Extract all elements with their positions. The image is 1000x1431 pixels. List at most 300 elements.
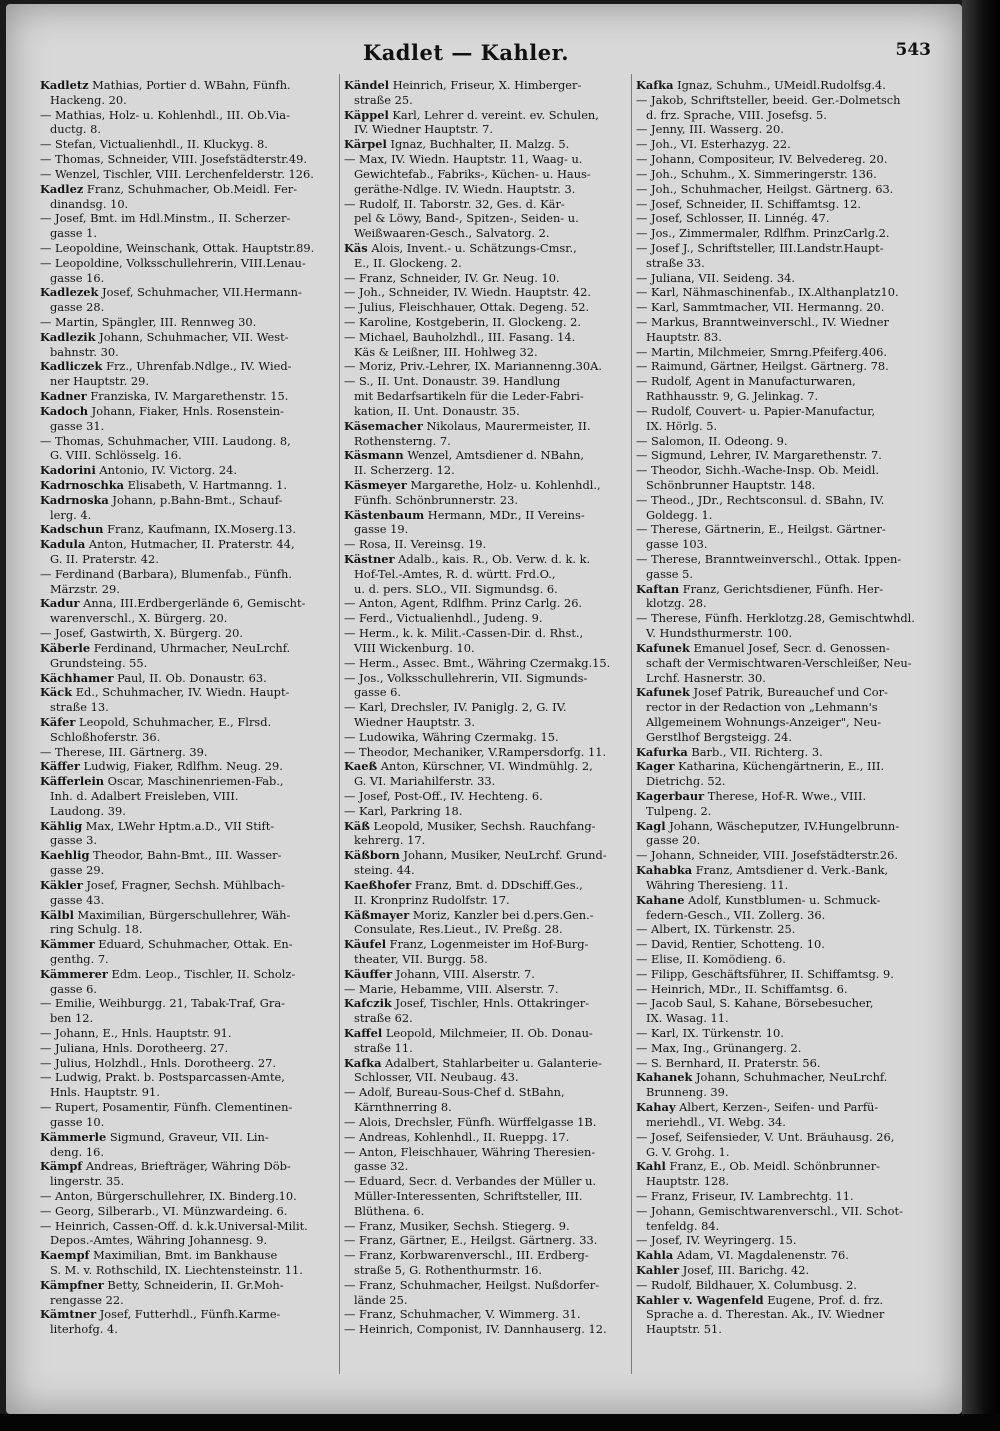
directory-entry-line: — Elise, II. Komödieng. 6. — [636, 951, 786, 966]
directory-entry-line: — Julius, Holzhdl., Hnls. Dorotheerg. 27. — [40, 1055, 276, 1070]
directory-entry-line: Kächhamer Paul, II. Ob. Donaustr. 63. — [40, 670, 267, 685]
directory-entry-line: — Juliana, Hnls. Dorotheerg. 27. — [40, 1040, 229, 1055]
directory-entry-line: Consulate, Res.Lieut., IV. Preßg. 28. — [354, 922, 563, 937]
directory-entry-line: Depos.-Amtes, Währing Johannesg. 9. — [50, 1233, 268, 1248]
entry-surname: Kafunek — [636, 640, 690, 655]
entry-surname: Kadula — [40, 537, 86, 552]
directory-entry-line: Kämmerer Edm. Leop., Tischler, II. Scholz- — [40, 966, 296, 981]
directory-entry-line: ductg. 8. — [50, 122, 101, 137]
directory-entry-line: — Therese, Branntweinverschl., Ottak. Ippen- — [636, 552, 902, 566]
directory-entry-line: — Georg, Silberarb., VI. Münzwardeing. 6. — [40, 1203, 288, 1218]
directory-entry-line: — Juliana, VII. Seideng. 34. — [636, 270, 796, 285]
directory-entry-line: Kadrnoschka Elisabeth, V. Hartmanng. 1. — [40, 477, 287, 492]
directory-entry-line: — Herm., k. k. Milit.-Cassen-Dir. d. Rhst., — [344, 626, 584, 641]
directory-entry-line: Müller-Interessenten, Schriftsteller, III. — [354, 1188, 583, 1203]
directory-entry-line: — Heinrich, MDr., II. Schiffamtsg. 6. — [636, 981, 848, 996]
directory-entry-line: — Therese, Fünfh. Herklotzg.28, Gemischtwhdl. — [636, 611, 915, 626]
directory-entry-line: d. frz. Sprache, VIII. Josefsg. 5. — [646, 107, 827, 122]
directory-entry-line: Hauptstr. 128. — [646, 1174, 730, 1189]
directory-entry-line: — Josef, Schlosser, II. Linnég. 47. — [636, 211, 830, 226]
directory-entry-line: bahnstr. 30. — [50, 344, 119, 359]
directory-entry-line: — Anton, Fleischhauer, Währing Theresien- — [344, 1144, 596, 1159]
directory-entry-line: Käsemacher Nikolaus, Maurermeister, II. — [344, 418, 591, 433]
directory-entry-line: Kadlezik Johann, Schuhmacher, VII. West- — [40, 329, 289, 344]
directory-entry-line: Käßmayer Moriz, Kanzler bei d.pers.Gen.- — [344, 907, 594, 922]
entry-surname: Kändel — [344, 78, 390, 92]
directory-entry-line: — Rudolf, Bildhauer, X. Columbusg. 2. — [636, 1277, 857, 1292]
entry-surname: Kästenbaum — [344, 507, 425, 522]
directory-entry-line: Käppel Karl, Lehrer d. vereint. ev. Schulen, — [344, 107, 599, 122]
directory-entry-line: — Anton, Bürgerschullehrer, IX. Binderg.10. — [40, 1188, 297, 1203]
directory-entry-line: — S. Bernhard, II. Praterstr. 56. — [636, 1055, 821, 1070]
directory-entry-line: Kästner Adalb., kais. R., Ob. Verw. d. k. k. — [344, 552, 591, 566]
directory-entry-line: Brunneng. 39. — [646, 1085, 729, 1100]
directory-entry-line: — Franz, Schneider, IV. Gr. Neug. 10. — [344, 270, 560, 285]
directory-entry-line: gasse 103. — [646, 537, 708, 552]
directory-entry-line: Kämpfner Betty, Schneiderin, II. Gr.Moh- — [40, 1277, 284, 1292]
directory-entry-line: Kaempf Maximilian, Bmt. im Bankhause — [40, 1248, 278, 1263]
directory-entry-line: deng. 16. — [50, 1144, 105, 1159]
directory-entry-line: — Ferd., Victualienhdl., Judeng. 9. — [344, 611, 543, 626]
directory-entry-line: IX. Wasag. 11. — [646, 1011, 729, 1026]
directory-entry-line: Lrchf. Hasnerstr. 30. — [646, 670, 766, 685]
directory-entry-line: Kärpel Ignaz, Buchhalter, II. Malzg. 5. — [344, 137, 570, 152]
directory-entry-line: — Karl, Parkring 18. — [344, 803, 463, 818]
directory-entry-line: warenverschl., X. Bürgerg. 20. — [50, 611, 228, 626]
directory-entry-line: gasse 6. — [354, 685, 402, 700]
directory-entry-line: — Leopoldine, Weinschank, Ottak. Hauptstr.89. — [40, 240, 315, 255]
directory-column-3 — [636, 78, 928, 1337]
directory-entry-line: Hof-Tel.-Amtes, R. d. württ. Frd.O., — [354, 566, 556, 581]
directory-entry-line: — Thomas, Schneider, VIII. Josefstädterstr.49. — [40, 152, 307, 167]
directory-entry-line: Käsmeyer Margarethe, Holz- u. Kohlenhdl., — [344, 477, 601, 492]
directory-entry-line: — Johann, Compositeur, IV. Belvedereg. 20. — [636, 152, 888, 167]
directory-entry-line: Kahanek Johann, Schuhmacher, NeuLrchf. — [636, 1070, 888, 1085]
directory-entry-line: — Andreas, Kohlenhdl., II. Rueppg. 17. — [344, 1129, 570, 1144]
entry-surname: Kahabka — [636, 863, 693, 878]
directory-entry-line: Kadliczek Frz., Uhrenfab.Ndlge., IV. Wied- — [40, 359, 292, 374]
directory-entry-line: lerg. 4. — [50, 507, 92, 522]
directory-entry-line: — Karoline, Kostgeberin, II. Glockeng. 2. — [344, 315, 582, 329]
entry-surname: Kaeßhofer — [344, 877, 412, 892]
directory-entry-line: steing. 44. — [354, 863, 415, 878]
directory-entry-line: Inh. d. Adalbert Freisleben, VIII. — [50, 789, 239, 803]
directory-entry-line: — Karl, Nähmaschinenfab., IX.Althanplatz10. — [636, 285, 899, 300]
entry-surname: Kafka — [636, 78, 674, 92]
entry-surname: Kämpf — [40, 1159, 83, 1174]
directory-entry-line: — Anton, Agent, Rdlfhm. Prinz Carlg. 26. — [344, 596, 583, 611]
entry-surname: Käs — [344, 240, 368, 255]
directory-entry-line: lingerstr. 35. — [50, 1174, 125, 1189]
directory-entry-line: Kadorini Antonio, IV. Victorg. 24. — [40, 463, 238, 478]
directory-entry-line: Allgemeinem Wohnungs-Anzeiger", Neu- — [646, 714, 882, 729]
directory-entry-line: IX. Hörlg. 5. — [646, 418, 718, 433]
directory-entry-line: schaft der Vermischtwaren-Verschleißer, Neu- — [646, 655, 912, 670]
directory-entry-line: Käfer Leopold, Schuhmacher, E., Flrsd. — [40, 714, 272, 729]
entry-surname: Kadorini — [40, 463, 96, 478]
directory-entry-line: — Josef, IV. Weyringerg. 15. — [636, 1233, 797, 1248]
directory-entry-line: gasse 5. — [646, 566, 694, 581]
directory-entry-line: gasse 28. — [50, 300, 105, 315]
directory-entry-line: Kafunek Josef Patrik, Bureauchef und Cor- — [636, 685, 888, 700]
directory-entry-line: — Rudolf, Couvert- u. Papier-Manufactur, — [636, 403, 876, 418]
directory-entry-line: Tulpeng. 2. — [646, 803, 712, 818]
entry-surname: Kärpel — [344, 137, 387, 152]
directory-entry-line: Rothensterng. 7. — [354, 433, 451, 448]
directory-entry-line: — Therese, III. Gärtnerg. 39. — [40, 744, 208, 759]
entry-surname: Kaeß — [344, 759, 378, 774]
directory-entry-line: Kafunek Emanuel Josef, Secr. d. Genossen- — [636, 640, 890, 655]
entry-surname: Kadlezik — [40, 329, 96, 344]
directory-entry-line: — Karl, Drechsler, IV. Paniglg. 2, G. IV. — [344, 700, 567, 715]
directory-entry-line: — Moriz, Priv.-Lehrer, IX. Mariannenng.30A. — [344, 359, 602, 374]
entry-surname: Kaempf — [40, 1248, 90, 1263]
directory-page — [6, 4, 962, 1414]
directory-entry-line: Kaffel Leopold, Milchmeier, II. Ob. Donau- — [344, 1026, 593, 1040]
entry-surname: Käfferlein — [40, 774, 105, 789]
directory-entry-line: Kadoch Johann, Fiaker, Hnls. Rosenstein- — [40, 403, 284, 418]
entry-surname: Kafunek — [636, 685, 690, 700]
directory-entry-line: — Eduard, Secr. d. Verbandes der Müller u. — [344, 1174, 597, 1189]
directory-entry-line: gasse 43. — [50, 892, 105, 907]
directory-entry-line: Käsmann Wenzel, Amtsdiener d. NBahn, — [344, 448, 585, 463]
entry-surname: Kagl — [636, 818, 666, 833]
directory-entry-line: Kadletz Mathias, Portier d. WBahn, Fünfh. — [40, 78, 291, 92]
directory-entry-line: II. Kronprinz Rudolfstr. 17. — [354, 892, 510, 907]
entry-surname: Kaffel — [344, 1026, 383, 1040]
directory-entry-line: Kagerbaur Therese, Hof-R. Wwe., VIII. — [636, 789, 867, 803]
directory-entry-line: — Raimund, Gärtner, Heilgst. Gärtnerg. 78. — [636, 359, 889, 374]
directory-entry-line: — Jos., Volksschullehrerin, VII. Sigmunds- — [344, 670, 588, 685]
directory-entry-line: Blüthena. 6. — [354, 1203, 425, 1218]
entry-surname: Kahay — [636, 1100, 676, 1115]
directory-entry-line: Kadschun Franz, Kaufmann, IX.Moserg.13. — [40, 522, 296, 537]
entry-surname: Kadlezek — [40, 285, 99, 300]
directory-entry-line: Kadula Anton, Hutmacher, II. Praterstr. 44, — [40, 537, 295, 552]
directory-entry-line: Kaeß Anton, Kürschner, VI. Windmühlg. 2, — [344, 759, 593, 774]
directory-entry-line: Käkler Josef, Fragner, Sechsh. Mühlbach- — [40, 877, 285, 892]
entry-surname: Kächhamer — [40, 670, 114, 685]
directory-entry-line: pel & Löwy, Band-, Spitzen-, Seiden- u. — [354, 211, 579, 226]
directory-entry-line: — Filipp, Geschäftsführer, II. Schiffamtsg. 9. — [636, 966, 894, 981]
directory-entry-line: S. M. v. Rothschild, IX. Liechtensteinstr. 11. — [50, 1263, 303, 1277]
directory-entry-line: u. d. pers. SLO., VII. Sigmundsg. 6. — [354, 581, 558, 596]
directory-entry-line: Kämmer Eduard, Schuhmacher, Ottak. En- — [40, 937, 293, 952]
directory-entry-line: dinandsg. 10. — [50, 196, 129, 211]
entry-surname: Kagerbaur — [636, 789, 705, 803]
directory-entry-line: Käuffer Johann, VIII. Alserstr. 7. — [344, 966, 535, 981]
directory-entry-line: — Ludowika, Währing Czermakg. 15. — [344, 729, 559, 744]
directory-entry-line: literhofg. 4. — [50, 1322, 118, 1337]
entry-surname: Käsemacher — [344, 418, 423, 433]
entry-surname: Käßmayer — [344, 907, 410, 922]
entry-surname: Kafczik — [344, 996, 392, 1011]
directory-entry-line: Hauptstr. 83. — [646, 329, 722, 344]
directory-entry-line: — Rudolf, II. Taborstr. 32, Ges. d. Kär- — [344, 196, 565, 211]
directory-entry-line: Kahane Adolf, Kunstblumen- u. Schmuck- — [636, 892, 881, 907]
directory-entry-line: Kadrnoska Johann, p.Bahn-Bmt., Schauf- — [40, 492, 283, 507]
directory-entry-line: straße 62. — [354, 1011, 413, 1026]
entry-surname: Käuffer — [344, 966, 393, 981]
directory-entry-line: — Josef, Post-Off., IV. Hechteng. 6. — [344, 789, 543, 803]
directory-entry-line: kation, II. Unt. Donaustr. 35. — [354, 403, 520, 418]
entry-surname: Kahane — [636, 892, 685, 907]
directory-entry-line: Kästenbaum Hermann, MDr., II Vereins- — [344, 507, 585, 522]
directory-entry-line: — Theodor, Mechaniker, V.Rampersdorfg. 11. — [344, 744, 607, 759]
directory-entry-line: Gerstlhof Bergsteigg. 24. — [646, 729, 792, 744]
directory-entry-line: gasse 31. — [50, 418, 105, 433]
directory-entry-line: — Theodor, Sichh.-Wache-Insp. Ob. Meidl. — [636, 463, 879, 478]
directory-entry-line: — Johann, E., Hnls. Hauptstr. 91. — [40, 1026, 232, 1040]
entry-surname: Käfer — [40, 714, 76, 729]
directory-entry-line: — Marie, Hebamme, VIII. Alserstr. 7. — [344, 981, 559, 996]
directory-entry-line: Kafka Ignaz, Schuhm., UMeidl.Rudolfsg.4. — [636, 78, 886, 92]
directory-entry-line: Käßborn Johann, Musiker, NeuLrchf. Grund- — [344, 848, 607, 863]
directory-entry-line: — Herm., Assec. Bmt., Währing Czermakg.15. — [344, 655, 611, 670]
directory-entry-line: — Albert, IX. Türkenstr. 25. — [636, 922, 796, 937]
entry-surname: Kadlez — [40, 181, 84, 196]
directory-entry-line: — Franz, Friseur, IV. Lambrechtg. 11. — [636, 1188, 854, 1203]
directory-entry-line: G. II. Praterstr. 42. — [50, 552, 159, 566]
directory-entry-line: — David, Rentier, Schotteng. 10. — [636, 937, 825, 952]
directory-entry-line: rector in der Redaction von „Lehmann's — [646, 700, 878, 715]
directory-entry-line: straße 13. — [50, 700, 109, 715]
directory-entry-line: IV. Wiedner Hauptstr. 7. — [354, 122, 493, 137]
directory-entry-line: — Jacob Saul, S. Kahane, Börsebesucher, — [636, 996, 874, 1011]
directory-entry-line: — S., II. Unt. Donaustr. 39. Handlung — [344, 374, 561, 389]
directory-entry-line: — Josef, Gastwirth, X. Bürgerg. 20. — [40, 626, 244, 641]
directory-entry-line: tenfeldg. 84. — [646, 1218, 720, 1233]
directory-entry-line: — Joh., Schuhmacher, Heilgst. Gärtnerg. 63. — [636, 181, 894, 196]
directory-entry-line: Wiedner Hauptstr. 3. — [354, 714, 475, 729]
directory-entry-line: Käufel Franz, Logenmeister im Hof-Burg- — [344, 937, 589, 952]
entry-surname: Käufel — [344, 937, 387, 952]
directory-entry-line: Kämmerle Sigmund, Graveur, VII. Lin- — [40, 1129, 269, 1144]
entry-surname: Kählig — [40, 818, 83, 833]
directory-entry-line: Käß Leopold, Musiker, Sechsh. Rauchfang- — [344, 818, 596, 833]
entry-surname: Kahler — [636, 1263, 680, 1277]
directory-entry-line: Sprache a. d. Therestan. Ak., IV. Wiedner — [646, 1307, 885, 1322]
directory-entry-line: Fünfh. Schönbrunnerstr. 23. — [354, 492, 518, 507]
directory-entry-line: Käberle Ferdinand, Uhrmacher, NeuLrchf. — [40, 640, 291, 655]
directory-entry-line: — Josef J., Schriftsteller, III.Landstr.Haupt- — [636, 240, 884, 255]
directory-entry-line: gasse 32. — [354, 1159, 409, 1174]
entry-surname: Käsmann — [344, 448, 404, 463]
directory-entry-line: Goldegg. 1. — [646, 507, 713, 522]
entry-surname: Käck — [40, 685, 73, 700]
directory-entry-line: ben 12. — [50, 1011, 94, 1026]
entry-surname: Kahl — [636, 1159, 666, 1174]
directory-entry-line: — Karl, Sammtmacher, VII. Hermanng. 20. — [636, 300, 885, 315]
directory-entry-line: — Jakob, Schriftsteller, beeid. Ger.-Dolmetsch — [636, 92, 901, 107]
directory-entry-line: G. V. Grohg. 1. — [646, 1144, 730, 1159]
directory-entry-line: V. Hundsthurmerstr. 100. — [646, 626, 793, 641]
directory-entry-line: — Heinrich, Componist, IV. Dannhauserg. 12. — [344, 1322, 607, 1337]
directory-entry-line: II. Scherzerg. 12. — [354, 463, 455, 478]
entry-surname: Kälbl — [40, 907, 74, 922]
directory-entry-line: Kafka Adalbert, Stahlarbeiter u. Galanterie- — [344, 1055, 603, 1070]
directory-entry-line: theater, VII. Burgg. 58. — [354, 951, 488, 966]
directory-entry-line: — Johann, Gemischtwarenverschl., VII. Schot- — [636, 1203, 903, 1218]
page-number: 543 — [895, 40, 931, 60]
directory-entry-line: Währing Theresieng. 11. — [646, 877, 789, 892]
directory-entry-line: mit Bedarfsartikeln für die Leder-Fabri- — [354, 389, 584, 404]
directory-entry-line: Schloßhoferstr. 36. — [50, 729, 161, 744]
directory-entry-line: — Thomas, Schuhmacher, VIII. Laudong. 8, — [40, 433, 291, 448]
directory-entry-line: geräthe-Ndlge. IV. Wiedn. Hauptstr. 3. — [354, 181, 576, 196]
directory-entry-line: Kämtner Josef, Futterhdl., Fünfh.Karme- — [40, 1307, 281, 1322]
directory-entry-line: Kager Katharina, Küchengärtnerin, E., III. — [636, 759, 885, 774]
directory-entry-line: gasse 1. — [50, 226, 98, 241]
directory-entry-line: Rathhausstr. 9, G. Jelinkag. 7. — [646, 389, 819, 404]
entry-surname: Käffer — [40, 759, 80, 774]
entry-surname: Käppel — [344, 107, 389, 122]
directory-entry-line: Kadlezek Josef, Schuhmacher, VII.Hermann- — [40, 285, 302, 300]
directory-entry-line: Kämpf Andreas, Briefträger, Währing Döb- — [40, 1159, 291, 1174]
directory-entry-line: Kärnthnerring 8. — [354, 1100, 452, 1115]
entry-surname: Kadur — [40, 596, 80, 611]
entry-surname: Kadrnoska — [40, 492, 109, 507]
directory-entry-line: Käs & Leißner, III. Hohlweg 32. — [354, 344, 538, 359]
directory-entry-line: Grundsteing. 55. — [50, 655, 148, 670]
book-page-edge — [962, 0, 1000, 1431]
entry-surname: Käberle — [40, 640, 91, 655]
directory-entry-line: Gewichtefab., Fabriks-, Küchen- u. Haus- — [354, 166, 591, 181]
entry-surname: Kafka — [344, 1055, 382, 1070]
column-divider — [339, 74, 340, 1374]
directory-entry-line: Kagl Johann, Wäscheputzer, IV.Hungelbrunn- — [636, 818, 900, 833]
entry-surname: Kadoch — [40, 403, 89, 418]
directory-entry-line: — Josef, Seifensieder, V. Unt. Bräuhausg. 26, — [636, 1129, 895, 1144]
directory-entry-line: — Martin, Milchmeier, Smrng.Pfeiferg.406. — [636, 344, 887, 359]
directory-entry-line: straße 11. — [354, 1040, 413, 1055]
entry-surname: Kadliczek — [40, 359, 103, 374]
entry-surname: Kadrnoschka — [40, 477, 125, 492]
directory-entry-line: — Jenny, III. Wasserg. 20. — [636, 122, 784, 137]
directory-entry-line: — Joh., Schneider, IV. Wiedn. Hauptstr. 42. — [344, 285, 591, 300]
directory-entry-line: gasse 19. — [354, 522, 409, 537]
entry-surname: Kästner — [344, 552, 395, 566]
directory-entry-line: federn-Gesch., VII. Zollerg. 36. — [646, 907, 826, 922]
directory-entry-line: Kahler Josef, III. Barichg. 42. — [636, 1263, 810, 1277]
directory-entry-line: gasse 10. — [50, 1114, 105, 1129]
entry-surname: Kahanek — [636, 1070, 693, 1085]
directory-entry-line: Kahla Adam, VI. Magdalenenstr. 76. — [636, 1248, 849, 1263]
directory-entry-line: Hauptstr. 51. — [646, 1322, 722, 1337]
directory-entry-line: Kändel Heinrich, Friseur, X. Himberger- — [344, 78, 582, 92]
directory-entry-line: — Franz, Gärtner, E., Heilgst. Gärtnerg. 33. — [344, 1233, 598, 1248]
directory-entry-line: — Wenzel, Tischler, VIII. Lerchenfelderstr. 126. — [40, 166, 314, 181]
directory-entry-line: Laudong. 39. — [50, 803, 126, 818]
directory-entry-line: — Rosa, II. Vereinsg. 19. — [344, 537, 487, 552]
directory-entry-line: G. VIII. Schlösselg. 16. — [50, 448, 182, 463]
directory-entry-line: straße 33. — [646, 255, 705, 270]
directory-entry-line: — Sigmund, Lehrer, IV. Margarethenstr. 7. — [636, 448, 882, 463]
entry-surname: Kadschun — [40, 522, 104, 537]
directory-entry-line: Käck Ed., Schuhmacher, IV. Wiedn. Haupt- — [40, 685, 290, 700]
directory-entry-line: — Adolf, Bureau-Sous-Chef d. StBahn, — [344, 1085, 565, 1100]
directory-entry-line: — Jos., Zimmermaler, Rdlfhm. PrinzCarlg.2. — [636, 226, 890, 241]
directory-entry-line: — Joh., VI. Esterhazyg. 22. — [636, 137, 791, 152]
directory-entry-line: — Martin, Spängler, III. Rennweg 30. — [40, 315, 257, 329]
directory-entry-line: — Emilie, Weihburgg. 21, Tabak-Traf, Gra- — [40, 996, 285, 1011]
directory-entry-line: Kadur Anna, III.Erdbergerlände 6, Gemischt- — [40, 596, 306, 611]
directory-entry-line: — Franz, Schuhmacher, Heilgst. Nußdorfer- — [344, 1277, 600, 1292]
directory-entry-line: straße 5, G. Rothenthurmstr. 16. — [354, 1263, 542, 1277]
directory-entry-line: E., II. Glockeng. 2. — [354, 255, 462, 270]
directory-entry-line: Kahay Albert, Kerzen-, Seifen- und Parfü- — [636, 1100, 879, 1115]
directory-entry-line: VIII Wickenburg. 10. — [354, 640, 475, 655]
directory-entry-line: — Theod., JDr., Rechtsconsul. d. SBahn, IV. — [636, 492, 885, 507]
directory-entry-line: — Mathias, Holz- u. Kohlenhdl., III. Ob.Via- — [40, 107, 290, 122]
directory-entry-line: Schlosser, VII. Neubaug. 43. — [354, 1070, 519, 1085]
directory-entry-line: — Julius, Fleischhauer, Ottak. Degeng. 52. — [344, 300, 590, 315]
directory-entry-line: — Franz, Korbwarenverschl., III. Erdberg- — [344, 1248, 589, 1263]
entry-surname: Kahla — [636, 1248, 674, 1263]
directory-entry-line: — Stefan, Victualienhdl., II. Kluckyg. 8. — [40, 137, 268, 152]
directory-entry-line: Kaehlig Theodor, Bahn-Bmt., III. Wasser- — [40, 848, 282, 863]
directory-entry-line: — Josef, Schneider, II. Schiffamtsg. 12. — [636, 196, 861, 211]
directory-entry-line: — Franz, Musiker, Sechsh. Stiegerg. 9. — [344, 1218, 570, 1233]
directory-entry-line: genthg. 7. — [50, 951, 109, 966]
entry-surname: Kafurka — [636, 744, 688, 759]
directory-entry-line: — Ferdinand (Barbara), Blumenfab., Fünfh. — [40, 566, 292, 581]
directory-entry-line: Hnls. Hauptstr. 91. — [50, 1085, 160, 1100]
directory-entry-line: Hackeng. 20. — [50, 92, 127, 107]
directory-entry-line: — Franz, Schuhmacher, V. Wimmerg. 31. — [344, 1307, 581, 1322]
entry-surname: Kahler v. Wagenfeld — [636, 1292, 764, 1307]
entry-surname: Kaftan — [636, 581, 680, 596]
directory-entry-line: G. VI. Mariahilferstr. 33. — [354, 774, 496, 789]
directory-entry-line: — Michael, Bauholzhdl., III. Fasang. 14. — [344, 329, 576, 344]
directory-entry-line: Kahl Franz, E., Ob. Meidl. Schönbrunner- — [636, 1159, 880, 1174]
directory-entry-line: Käs Alois, Invent.- u. Schätzungs-Cmsr., — [344, 240, 577, 255]
entry-surname: Kämmerle — [40, 1129, 107, 1144]
entry-surname: Kadletz — [40, 78, 89, 92]
directory-entry-line: — Ludwig, Prakt. b. Postsparcassen-Amte, — [40, 1070, 285, 1085]
directory-entry-line: kehrerg. 17. — [354, 833, 426, 848]
entry-surname: Kämpfner — [40, 1277, 104, 1292]
entry-surname: Kadner — [40, 389, 87, 404]
entry-surname: Kämmer — [40, 937, 95, 952]
directory-entry-line: Kälbl Maximilian, Bürgerschullehrer, Wäh- — [40, 907, 291, 922]
directory-entry-line: Kadlez Franz, Schuhmacher, Ob.Meidl. Fer- — [40, 181, 298, 196]
directory-entry-line: — Rupert, Posamentir, Fünfh. Clementinen- — [40, 1100, 293, 1115]
directory-entry-line: — Therese, Gärtnerin, E., Heilgst. Gärtner- — [636, 522, 886, 537]
directory-entry-line: — Leopoldine, Volksschullehrerin, VIII.Lenau- — [40, 255, 306, 270]
directory-entry-line: Kaftan Franz, Gerichtsdiener, Fünfh. Her- — [636, 581, 884, 596]
entry-surname: Kager — [636, 759, 675, 774]
directory-column-1 — [40, 78, 332, 1337]
directory-entry-line: Kafurka Barb., VII. Richterg. 3. — [636, 744, 823, 759]
directory-entry-line: Käfferlein Oscar, Maschinenriemen-Fab., — [40, 774, 284, 789]
page-header-title: Kadlet — Kahler. — [362, 40, 570, 65]
directory-entry-line: ner Hauptstr. 29. — [50, 374, 150, 389]
directory-entry-line: Kaeßhofer Franz, Bmt. d. DDschiff.Ges., — [344, 877, 583, 892]
directory-entry-line: Dietrichg. 52. — [646, 774, 726, 789]
directory-entry-line: meriehdl., VI. Webg. 34. — [646, 1114, 786, 1129]
directory-entry-line: Kadner Franziska, IV. Margarethenstr. 15. — [40, 389, 289, 404]
entry-surname: Käß — [344, 818, 370, 833]
directory-entry-line: Kählig Max, LWehr Hptm.a.D., VII Stift- — [40, 818, 275, 833]
directory-entry-line: gasse 16. — [50, 270, 105, 285]
directory-entry-line: — Heinrich, Cassen-Off. d. k.k.Universal-Milit. — [40, 1218, 308, 1233]
entry-surname: Kaehlig — [40, 848, 90, 863]
directory-entry-line: Kahler v. Wagenfeld Eugene, Prof. d. frz. — [636, 1292, 884, 1307]
directory-entry-line: — Joh., Schuhm., X. Simmeringerstr. 136. — [636, 166, 877, 181]
directory-entry-line: Weißwaaren-Gesch., Salvatorg. 2. — [354, 226, 550, 241]
entry-surname: Käßborn — [344, 848, 400, 863]
